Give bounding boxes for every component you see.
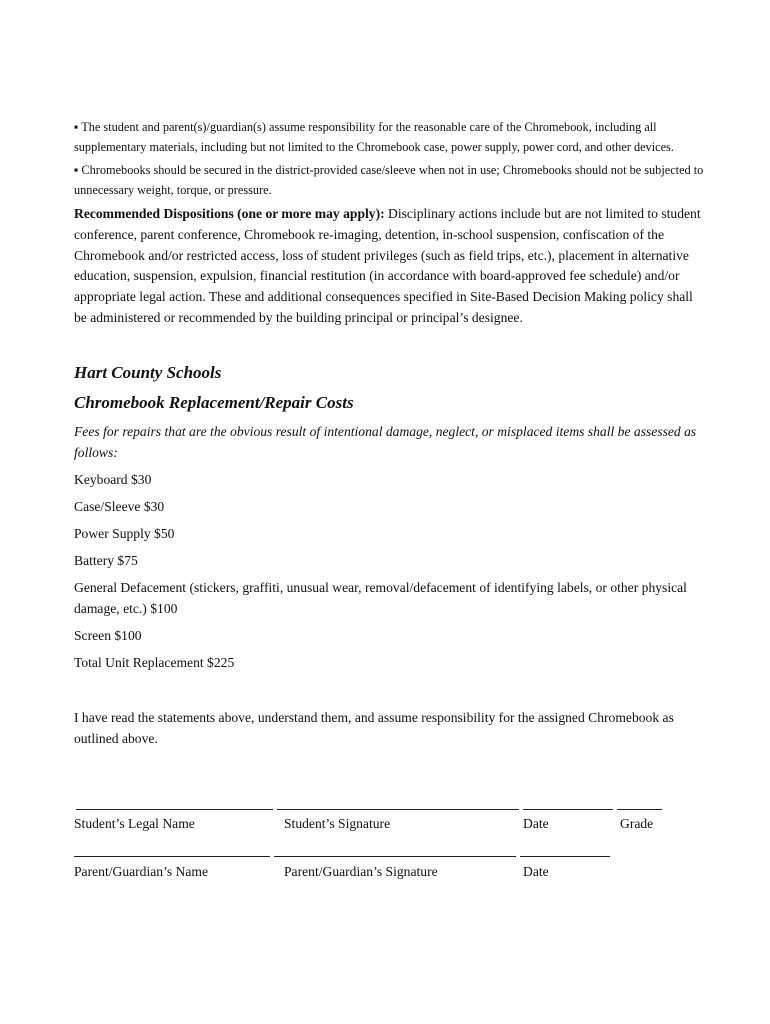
dispositions-paragraph (74, 204, 704, 329)
parent-name-line[interactable] (74, 856, 270, 857)
fee-screen: Screen $100 (74, 627, 142, 643)
secure-case-bullet: ▪ Chromebooks should be secured in the district-provided case/sleeve when not in use; Chromebooks should not be subjected to unnecessary weight, torque, or pressure. (74, 163, 704, 197)
parent-name-label: Parent/Guardian’s Name (74, 864, 209, 879)
student-date-label: Date (523, 816, 549, 831)
student-signature-line[interactable] (277, 809, 519, 810)
fee-defacement: General Defacement (stickers, graffiti, unusual wear, removal/defacement of identifying labels, or other physical damage, etc.) $100 (74, 579, 687, 616)
dispositions-heading: Recommended Dispositions (one or more may apply): (74, 206, 385, 221)
grade-line[interactable] (617, 809, 662, 810)
student-date-line[interactable] (523, 809, 613, 810)
parent-date-line[interactable] (520, 856, 610, 857)
parent-date-label: Date (523, 864, 549, 879)
acknowledgement-statement: I have read the statements above, understand them, and assume responsibility for the assigned Chromebook as outlined above. (74, 709, 674, 746)
fee-keyboard: Keyboard $30 (74, 471, 152, 487)
fee-case-sleeve: Case/Sleeve $30 (74, 498, 165, 514)
parent-signature-line[interactable] (274, 856, 516, 857)
student-name-label: Student’s Legal Name (74, 816, 195, 831)
org-title: Hart County Schools (74, 362, 222, 382)
parent-signature-label: Parent/Guardian’s Signature (284, 864, 438, 879)
fee-battery: Battery $75 (74, 552, 138, 568)
care-responsibility-bullet: ▪ The student and parent(s)/guardian(s) assume responsibility for the reasonable care of the Chromebook, including all supplementary materials, including but not limited to the Chromebook case, power supply, power cord, and other devices. (74, 120, 674, 154)
grade-label: Grade (620, 816, 654, 831)
fees-intro: Fees for repairs that are the obvious result of intentional damage, neglect, or misplaced items shall be assessed as follows: (74, 423, 697, 460)
student-name-line[interactable] (76, 809, 273, 810)
student-signature-label: Student’s Signature (284, 816, 391, 831)
dispositions-text: Disciplinary actions include but are not limited to student conference, parent conference, Chromebook re-imaging, detention, in-school suspension, confiscation of the Chromebook and/or restricted access, loss of student privileges (such as field trips, etc.), placement in alternative education, suspension, expulsion, financial restitution (in accordance with board-approved fee schedule) and/or appropriate legal action. These and additional consequences specified in Site-Based Decision Making policy shall be administered or recommended by the building principal or principal’s designee. (74, 206, 701, 325)
costs-title: Chromebook Replacement/Repair Costs (74, 392, 354, 412)
document-page (74, 118, 704, 749)
fee-power-supply: Power Supply $50 (74, 525, 175, 541)
fee-total-replacement: Total Unit Replacement $225 (74, 654, 235, 670)
